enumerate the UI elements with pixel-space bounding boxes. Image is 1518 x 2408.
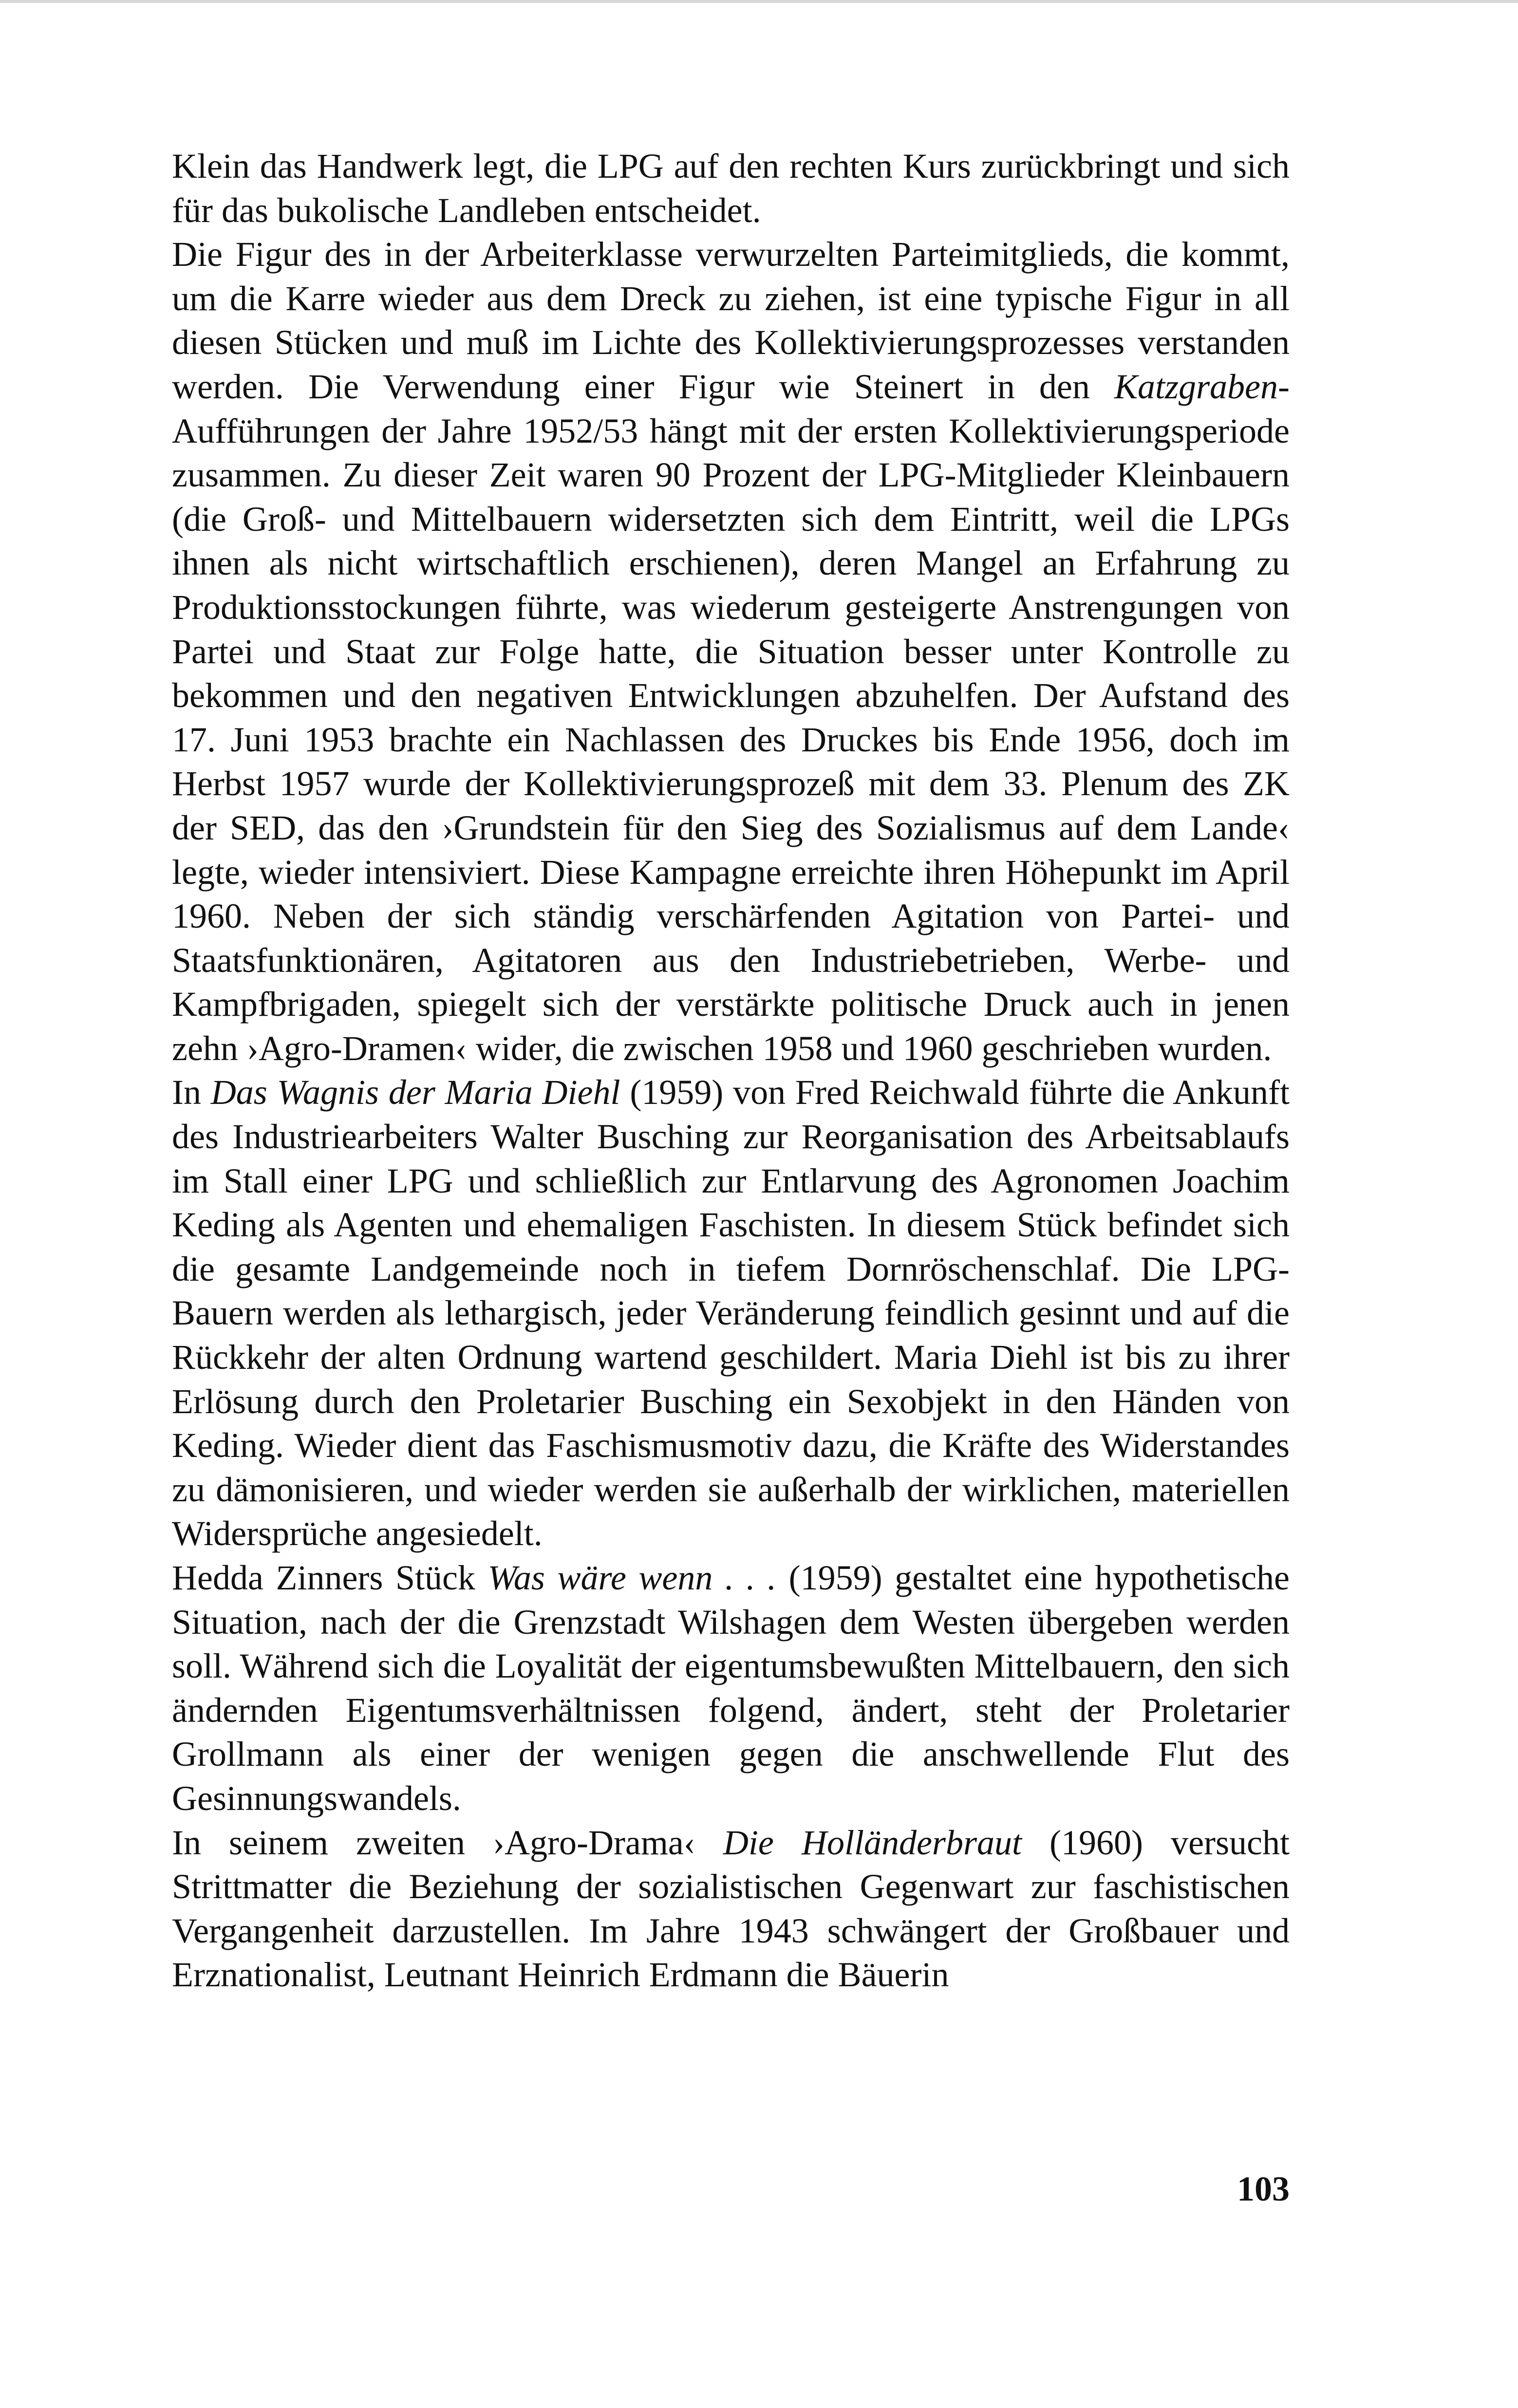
text-segment: Hedda Zinners Stück xyxy=(172,1558,488,1597)
text-segment: (1959) gestaltet eine hypothetische Situation, nach der die Grenzstadt Wilshagen dem Westen übergeben werden soll. Während sich die Loyalität der eigentumsbewußten Mittelbauern, den sich ändernden Eigentumsverhältnissen folgend, ändert, steht der Proletarier Grollmann als einer der wenigen gegen die anschwellende Flut des Gesinnungswandels. xyxy=(172,1558,1290,1818)
play-title: Was wäre wenn . . . xyxy=(487,1558,777,1597)
text-segment: -Aufführungen der Jahre 1952/53 hängt mit der ersten Kollektivierungsperiode zusammen. Zu dieser Zeit waren 90 Prozent der LPG-Mitglieder Kleinbauern (die Groß- und Mittelbauern widersetzten sich dem Eintritt, weil die LPGs ihnen als nicht wirtschaftlich erschienen), deren Mangel an Erfahrung zu Produktionsstockungen führte, was wiederum gesteigerte Anstrengungen von Partei und Staat zur Folge hatte, die Situation besser unter Kontrolle zu bekommen und den negativen Entwicklungen abzuhelfen. Der Aufstand des 17. Juni 1953 brachte ein Nachlassen des Druckes bis Ende 1956, doch im Herbst 1957 wurde der Kollektivierungsprozeß mit dem 33. Plenum des ZK der SED, das den ›Grundstein für den Sieg des Sozialismus auf dem Lande‹ legte, wieder intensiviert. Diese Kampagne erreichte ihren Höhepunkt im April 1960. Neben der sich ständig verschärfenden Agitation von Partei- und Staatsfunktionären, Agitatoren aus den Industriebetrieben, Werbe- und Kampfbrigaden, spiegelt sich der verstärkte politische Druck auch in jenen zehn ›Agro-Dramen‹ wider, die zwischen 1958 und 1960 geschrieben wurden. xyxy=(172,367,1290,1068)
paragraph xyxy=(172,144,1290,232)
page-body xyxy=(172,144,1290,1997)
text-segment: Klein das Handwerk legt, die LPG auf den rechten Kurs zurückbringt und sich für das bukolische Landleben entscheidet. xyxy=(172,147,1290,230)
paragraph xyxy=(172,232,1290,1070)
text-segment: In xyxy=(172,1073,211,1112)
paragraph xyxy=(172,1556,1290,1821)
text-segment: (1959) von Fred Reichwald führte die Ankunft des Industriearbeiters Walter Busching zur Reorganisation des Arbeitsablaufs im Stall einer LPG und schließlich zur Entlarvung des Agronomen Joachim Keding als Agenten und ehemaligen Faschisten. In diesem Stück befindet sich die gesamte Landgemeinde noch in tiefem Dornröschenschlaf. Die LPG-Bauern werden als lethargisch, jeder Veränderung feindlich gesinnt und auf die Rückkehr der alten Ordnung wartend geschildert. Maria Diehl ist bis zu ihrer Erlösung durch den Proletarier Busching ein Sexobjekt in den Händen von Keding. Wieder dient das Faschismusmotiv dazu, die Kräfte des Widerstandes zu dämonisieren, und wieder werden sie außerhalb der wirklichen, materiellen Widersprüche angesiedelt. xyxy=(172,1073,1290,1553)
text-segment: Die Figur des in der Arbeiterklasse verwurzelten Parteimitglieds, die kommt, um die Karre wieder aus dem Dreck zu ziehen, ist eine typische Figur in all diesen Stücken und muß im Lichte des Kollektivierungsprozesses verstanden werden. Die Verwendung einer Figur wie Steinert in den xyxy=(172,235,1290,406)
play-title: Das Wagnis der Maria Diehl xyxy=(210,1073,620,1112)
page-top-edge xyxy=(0,0,1518,3)
play-title: Die Holländerbraut xyxy=(723,1823,1022,1862)
text-segment: (1960) versucht Strittmatter die Beziehung der sozialistischen Gegenwart zur faschistischen Vergangenheit darzustellen. Im Jahre 1943 schwängert der Großbauer und Erznationalist, Leutnant Heinrich Erdmann die Bäuerin xyxy=(172,1823,1290,1995)
text-segment: In seinem zweiten ›Agro-Drama‹ xyxy=(172,1823,723,1862)
paragraph xyxy=(172,1821,1290,1997)
paragraph xyxy=(172,1070,1290,1556)
page-number: 103 xyxy=(1237,2169,1290,2208)
play-title: Katzgraben xyxy=(1114,367,1278,406)
